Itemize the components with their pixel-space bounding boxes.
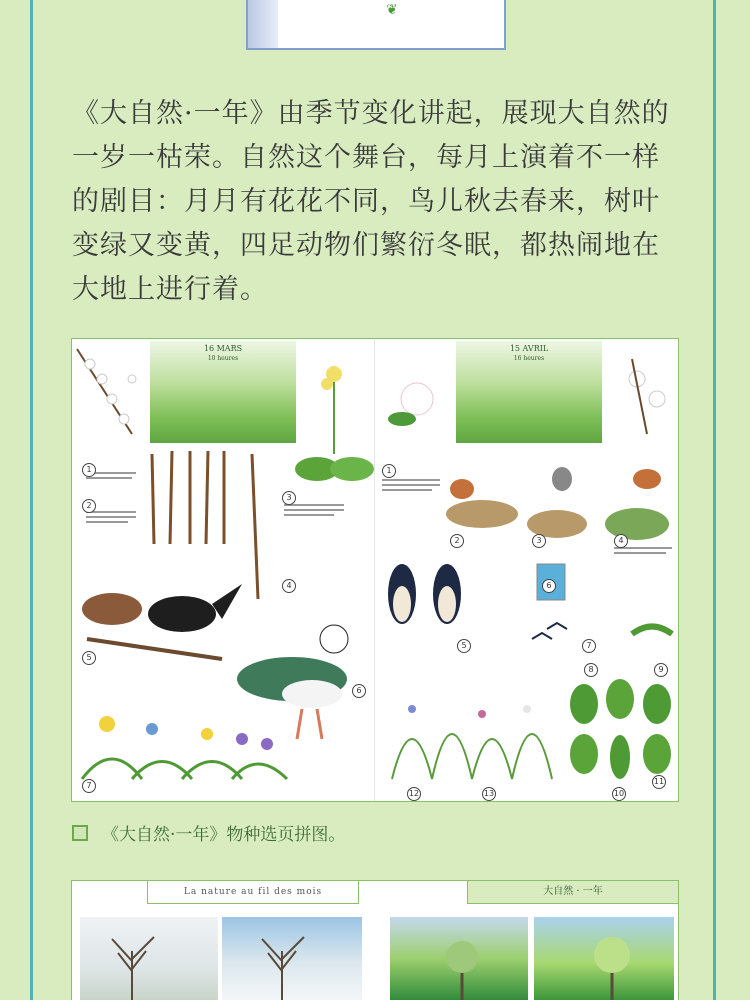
species-number: 3 <box>282 491 296 505</box>
species-number: 4 <box>614 534 628 548</box>
landscape-subtitle: 10 heures <box>207 355 239 362</box>
species-number: 13 <box>482 787 496 801</box>
species-number: 12 <box>407 787 421 801</box>
species-number: 7 <box>582 639 596 653</box>
species-number: 1 <box>382 464 396 478</box>
species-number: 10 <box>612 787 626 801</box>
french-title-tag: La nature au fil des mois <box>147 881 359 904</box>
species-number: 1 <box>82 463 96 477</box>
intro-line: 的剧目：月月有花花不同，鸟儿秋去春来，树叶 <box>72 186 660 217</box>
primrose-illustration <box>295 366 374 481</box>
lapwing-illustration <box>237 625 348 739</box>
caption-bullet-icon <box>72 825 88 841</box>
caption-text-blocks <box>86 472 672 554</box>
intro-line: 变绿又变黄，四足动物们繁衍冬眠，都热闹地在 <box>72 230 660 261</box>
landscape-spread-image <box>71 880 679 1000</box>
intro-line: 大地上进行着。 <box>72 274 268 305</box>
species-number: 7 <box>82 779 96 793</box>
apple-blossom-illustration <box>388 359 665 434</box>
spring-flower-illustrations <box>82 716 287 779</box>
landscape-subtitle: 16 heures <box>513 355 545 362</box>
species-number: 4 <box>282 579 296 593</box>
species-number: 2 <box>450 534 464 548</box>
plant-and-leaf-illustrations <box>392 627 672 780</box>
species-number: 11 <box>652 775 666 789</box>
species-number: 5 <box>82 651 96 665</box>
landscape-title: 15 AVRIL <box>509 344 549 353</box>
intro-line: 《大自然·一年》由季节变化讲起，展现大自然的 <box>72 98 670 129</box>
intro-paragraph <box>72 92 682 312</box>
nest-illustrations <box>446 467 669 540</box>
species-number: 5 <box>457 639 471 653</box>
species-spread-image <box>71 338 679 802</box>
swallow-illustrations <box>388 564 567 639</box>
blossom-branch-illustration <box>77 349 136 434</box>
sprig-icon: ❦ <box>386 2 398 18</box>
landscape-tree-illustrations <box>72 881 679 1000</box>
bird-illustrations <box>82 584 242 659</box>
twig-illustrations <box>152 451 258 599</box>
species-illustrations <box>72 339 679 802</box>
book-cover-bottom <box>246 0 506 50</box>
species-number: 2 <box>82 499 96 513</box>
landscape-title: 16 MARS <box>203 344 243 353</box>
book-spine <box>248 0 278 48</box>
species-number: 3 <box>532 534 546 548</box>
species-number: 8 <box>584 663 598 677</box>
species-number: 6 <box>352 684 366 698</box>
species-number: 6 <box>542 579 556 593</box>
figure-caption <box>72 820 345 845</box>
caption-text: 《大自然·一年》物种选页拼图。 <box>102 825 346 845</box>
species-number: 9 <box>654 663 668 677</box>
intro-line: 一岁一枯荣。自然这个舞台，每月上演着不一样 <box>72 142 660 173</box>
chinese-title-tag: 大自然 · 一年 <box>467 881 679 904</box>
